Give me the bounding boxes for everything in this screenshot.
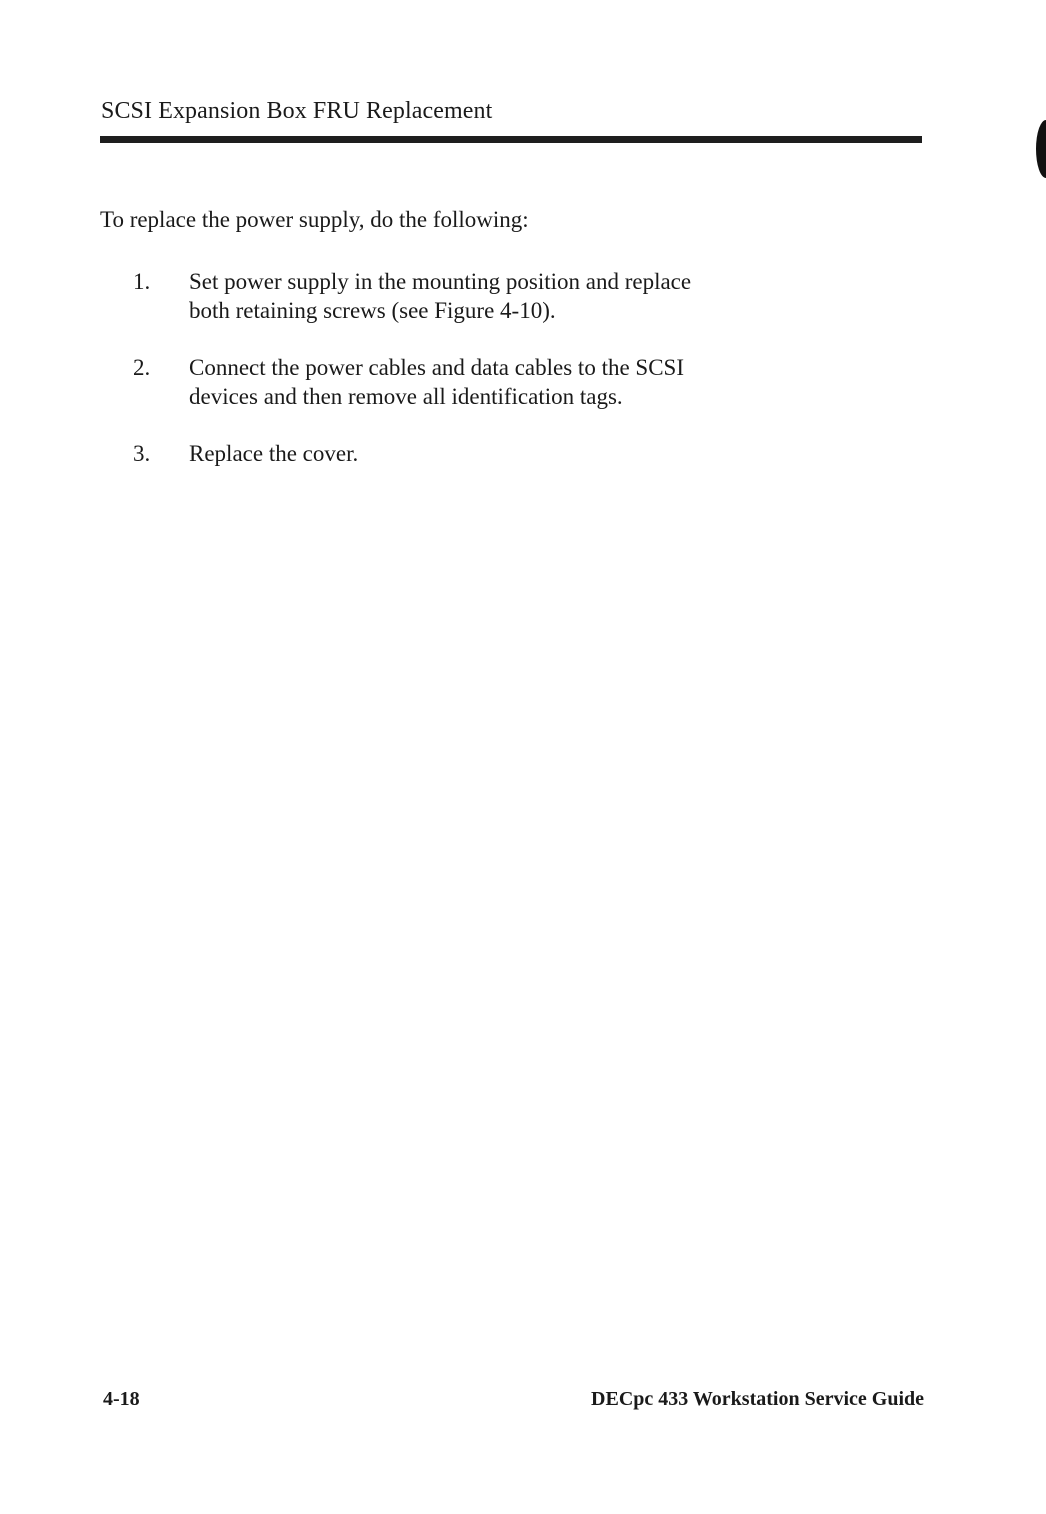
step-text-line: Set power supply in the mounting position and replace bbox=[189, 269, 692, 294]
header-rule bbox=[100, 136, 922, 143]
step-text bbox=[189, 353, 829, 411]
step-text bbox=[189, 267, 829, 325]
step-text bbox=[189, 439, 829, 468]
step-text-line: Connect the power cables and data cables to the SCSI bbox=[189, 355, 684, 380]
step-text-line: both retaining screws (see Figure 4-10). bbox=[189, 298, 556, 323]
step-number: 2. bbox=[133, 355, 151, 380]
running-head-title: SCSI Expansion Box FRU Replacement bbox=[101, 98, 493, 124]
book-title: DECpc 433 Workstation Service Guide bbox=[591, 1388, 924, 1410]
step-number: 1. bbox=[133, 269, 151, 294]
page-number: 4-18 bbox=[103, 1388, 140, 1410]
intro-paragraph: To replace the power supply, do the following: bbox=[100, 207, 529, 232]
page-edge-tab-mark bbox=[1036, 120, 1046, 178]
step-text-line: Replace the cover. bbox=[189, 441, 359, 466]
step-number: 3. bbox=[133, 441, 151, 466]
step-text-line: devices and then remove all identification tags. bbox=[189, 384, 623, 409]
